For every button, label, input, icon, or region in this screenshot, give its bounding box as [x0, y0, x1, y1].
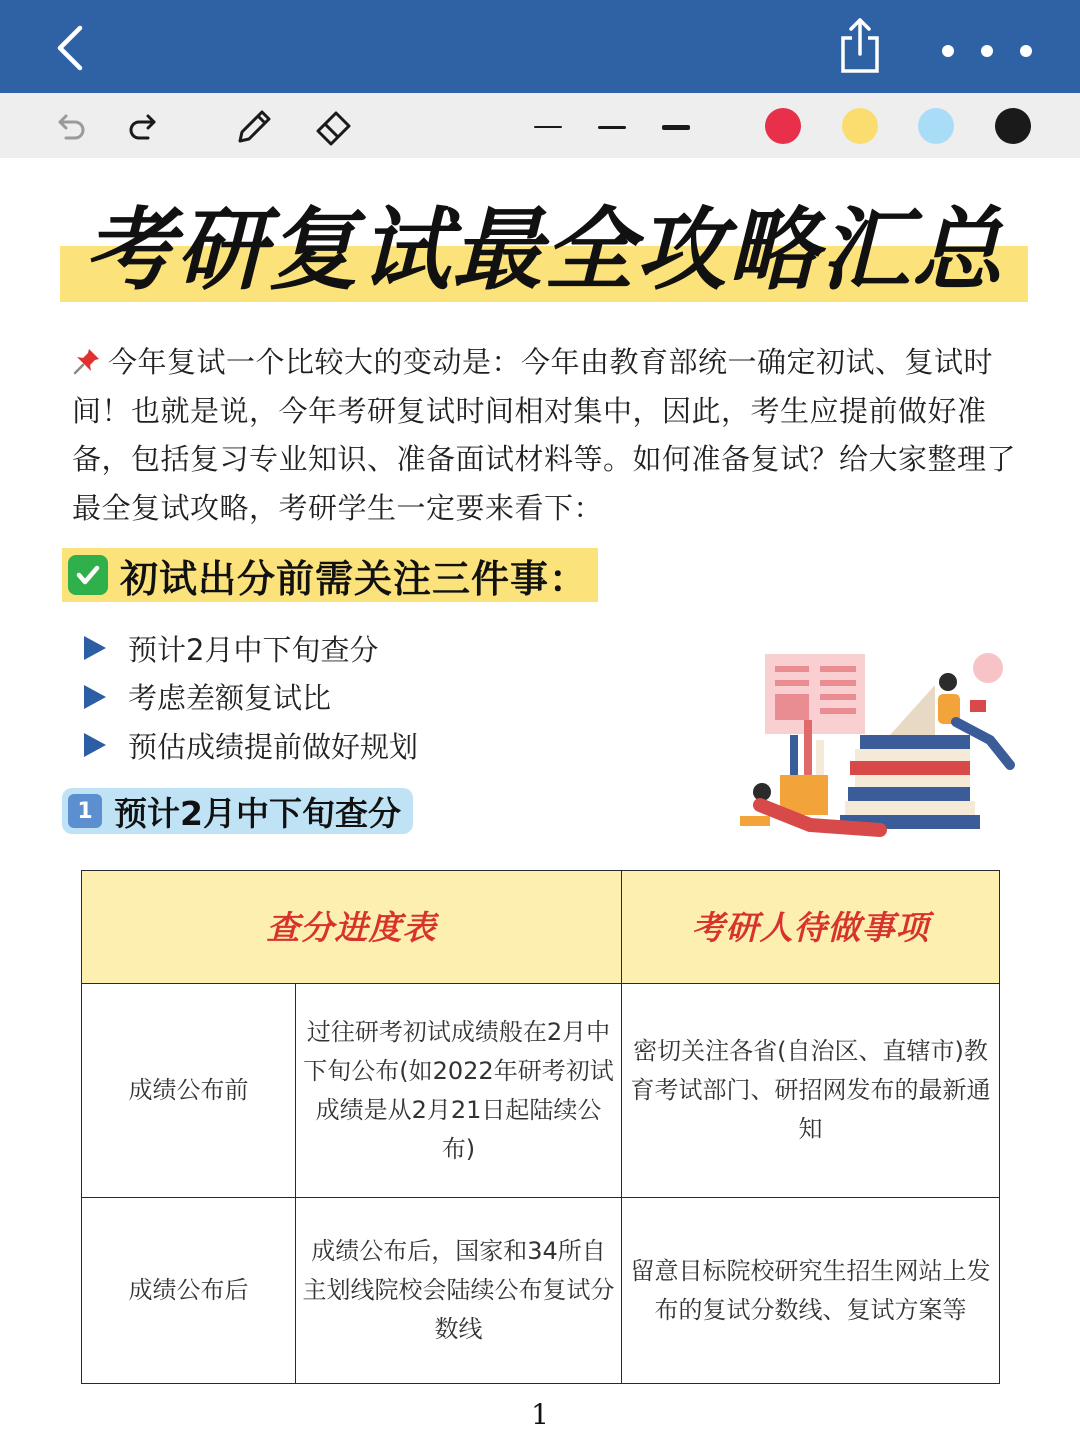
triangle-bullet-icon: [84, 685, 106, 709]
back-button[interactable]: [40, 18, 100, 78]
list-item: [84, 721, 418, 770]
chevron-left-icon: [40, 18, 100, 78]
table-header-cell: 考研人待做事项: [622, 871, 1000, 984]
list-item-text: 考虑差额复试比: [128, 681, 332, 716]
redo-icon: [124, 107, 164, 147]
color-swatch-black[interactable]: [995, 108, 1031, 144]
table-cell-label: 成绩公布后: [82, 1198, 296, 1384]
pencil-icon: [232, 105, 276, 149]
more-dots-icon: [981, 45, 993, 57]
eraser-tool-button[interactable]: [312, 105, 356, 149]
stroke-width-thick[interactable]: [662, 119, 702, 135]
table-cell-todo: 密切关注各省(自治区、直辖市)教育考试部门、研招网发布的最新通知: [622, 984, 1000, 1198]
list-item: [84, 673, 418, 722]
study-illustration: [720, 640, 1030, 840]
section-title: 初试出分前需关注三件事：: [120, 556, 589, 601]
top-navigation-bar: [0, 0, 1080, 93]
table-cell-schedule: 过往研考初试成绩般在2月中下旬公布(如2022年研考初试成绩是从2月21日起陆续公布): [296, 984, 622, 1198]
intro-text: 今年复试一个比较大的变动是：今年由教育部统一确定初试、复试时间！也就是说，今年考研复试时间相对集中，因此，考生应提前做好准备，包括复习专业知识、准备面试材料等。如何准备复试？给大家整理了最全复试攻略，考研学生一定要来看下：: [72, 345, 1017, 525]
triangle-bullet-icon: [84, 636, 106, 660]
eraser-icon: [312, 105, 356, 149]
document-title: 考研复试最全攻略汇总: [84, 198, 1004, 303]
more-options-button[interactable]: [930, 36, 1040, 66]
table-row: [82, 984, 1000, 1198]
table-cell-label: 成绩公布前: [82, 984, 296, 1198]
table-cell-schedule: 成绩公布后，国家和34所自主划线院校会陆续公布复试分数线: [296, 1198, 622, 1384]
undo-button[interactable]: [48, 105, 92, 149]
more-dots-icon: [942, 45, 954, 57]
list-item-text: 预计2月中下旬查分: [128, 632, 379, 667]
bullet-list: [84, 624, 418, 770]
check-mark-icon: [68, 555, 108, 595]
subsection-title: 预计2月中下旬查分: [114, 793, 401, 833]
stroke-width-medium[interactable]: [598, 119, 638, 135]
stroke-width-thin[interactable]: [534, 119, 574, 135]
color-swatch-yellow[interactable]: [842, 108, 878, 144]
list-item: [84, 624, 418, 673]
intro-paragraph: [72, 338, 1038, 532]
color-swatch-red[interactable]: [765, 108, 801, 144]
redo-button[interactable]: [122, 105, 166, 149]
table-cell-todo: 留意目标院校研究生招生网站上发布的复试分数线、复试方案等: [622, 1198, 1000, 1384]
more-dots-icon: [1020, 45, 1032, 57]
table-header-row: [82, 871, 1000, 984]
pushpin-icon: [72, 346, 102, 376]
subsection-heading: [62, 788, 413, 834]
triangle-bullet-icon: [84, 733, 106, 757]
table-row: [82, 1198, 1000, 1384]
undo-icon: [50, 107, 90, 147]
share-button[interactable]: [830, 14, 890, 78]
section-heading: [62, 548, 598, 602]
table-header-cell: 查分进度表: [82, 871, 622, 984]
number-one-icon: 1: [68, 794, 102, 828]
share-icon: [830, 14, 890, 78]
pencil-tool-button[interactable]: [232, 105, 276, 149]
list-item-text: 预估成绩提前做好规划: [128, 729, 419, 764]
color-swatch-light-blue[interactable]: [918, 108, 954, 144]
score-schedule-table: [81, 870, 1000, 1384]
page-number: 1: [531, 1398, 549, 1431]
